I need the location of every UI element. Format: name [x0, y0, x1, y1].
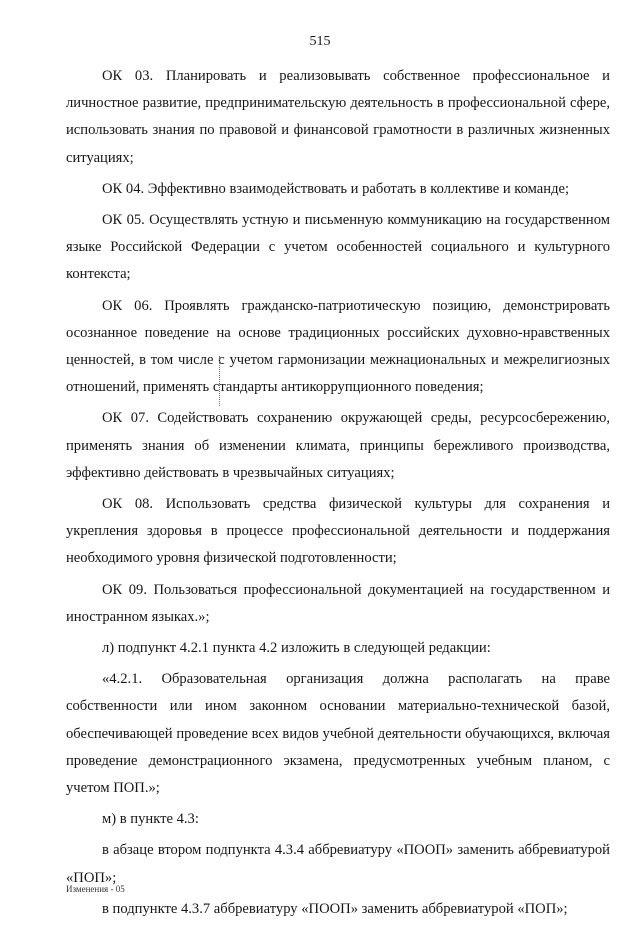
paragraph-item-l: л) подпункт 4.2.1 пункта 4.2 изложить в следующей редакции: [102, 640, 491, 657]
paragraph-ok-08: ОК 08. Использовать средства физической культуры для сохранения и укрепления здоровья в процессе профессиональной деятельности и поддержания необходимого уровня физической подготовленности; [66, 496, 610, 567]
paragraph-ok-06: ОК 06. Проявлять гражданско-патриотическую позицию, демонстрировать осознанное поведение на основе традиционных российских духовно-нравственных ценностей, в том числе с учетом гармонизации межнациональных и межрелигиозных отношений, применять стандарты антикоррупционного поведения; [66, 297, 610, 396]
page-number: 515 [309, 34, 331, 49]
paragraph-ok-09: ОК 09. Пользоваться профессиональной документацией на государственном и иностранном языках.»; [66, 581, 610, 625]
page-footer: Изменения - 05 [66, 884, 125, 894]
document-body [66, 63, 610, 927]
paragraph-ok-04: ОК 04. Эффективно взаимодействовать и работать в коллективе и команде; [102, 180, 570, 197]
scan-artifact [219, 356, 222, 406]
paragraph-ok-07: ОК 07. Содействовать сохранению окружающей среды, ресурсосбережению, применять знания об изменении климата, принципы бережливого производства, эффективно действовать в чрезвычайных ситуациях; [66, 410, 610, 481]
paragraph-item-m: м) в пункте 4.3: [102, 811, 199, 828]
paragraph-4-3-7: в подпункте 4.3.7 аббревиатуру «ПООП» заменить аббревиатурой «ПОП»; [102, 900, 568, 917]
paragraph-ok-05: ОК 05. Осуществлять устную и письменную коммуникацию на государственном языке Российской Федерации с учетом особенностей социального и культурного контекста; [66, 212, 610, 283]
paragraph-ok-03: ОК 03. Планировать и реализовывать собственное профессиональное и личностное развитие, предпринимательскую деятельность в профессиональной сфере, использовать знания по правовой и финансовой грамотности в различных жизненных ситуациях; [66, 68, 610, 166]
paragraph-4-2-1: «4.2.1. Образовательная организация должна располагать на праве собственности или ином законном основании материально-технической базой, обеспечивающей проведение всех видов учебной деятельности обучающихся, включая проведение демонстрационного экзамена, предусмотренных учебным планом, с учетом ПОП.»; [66, 671, 610, 797]
paragraph-4-3-4: в абзаце втором подпункта 4.3.4 аббревиатуру «ПООП» заменить аббревиатурой «ПОП»; [66, 842, 610, 886]
